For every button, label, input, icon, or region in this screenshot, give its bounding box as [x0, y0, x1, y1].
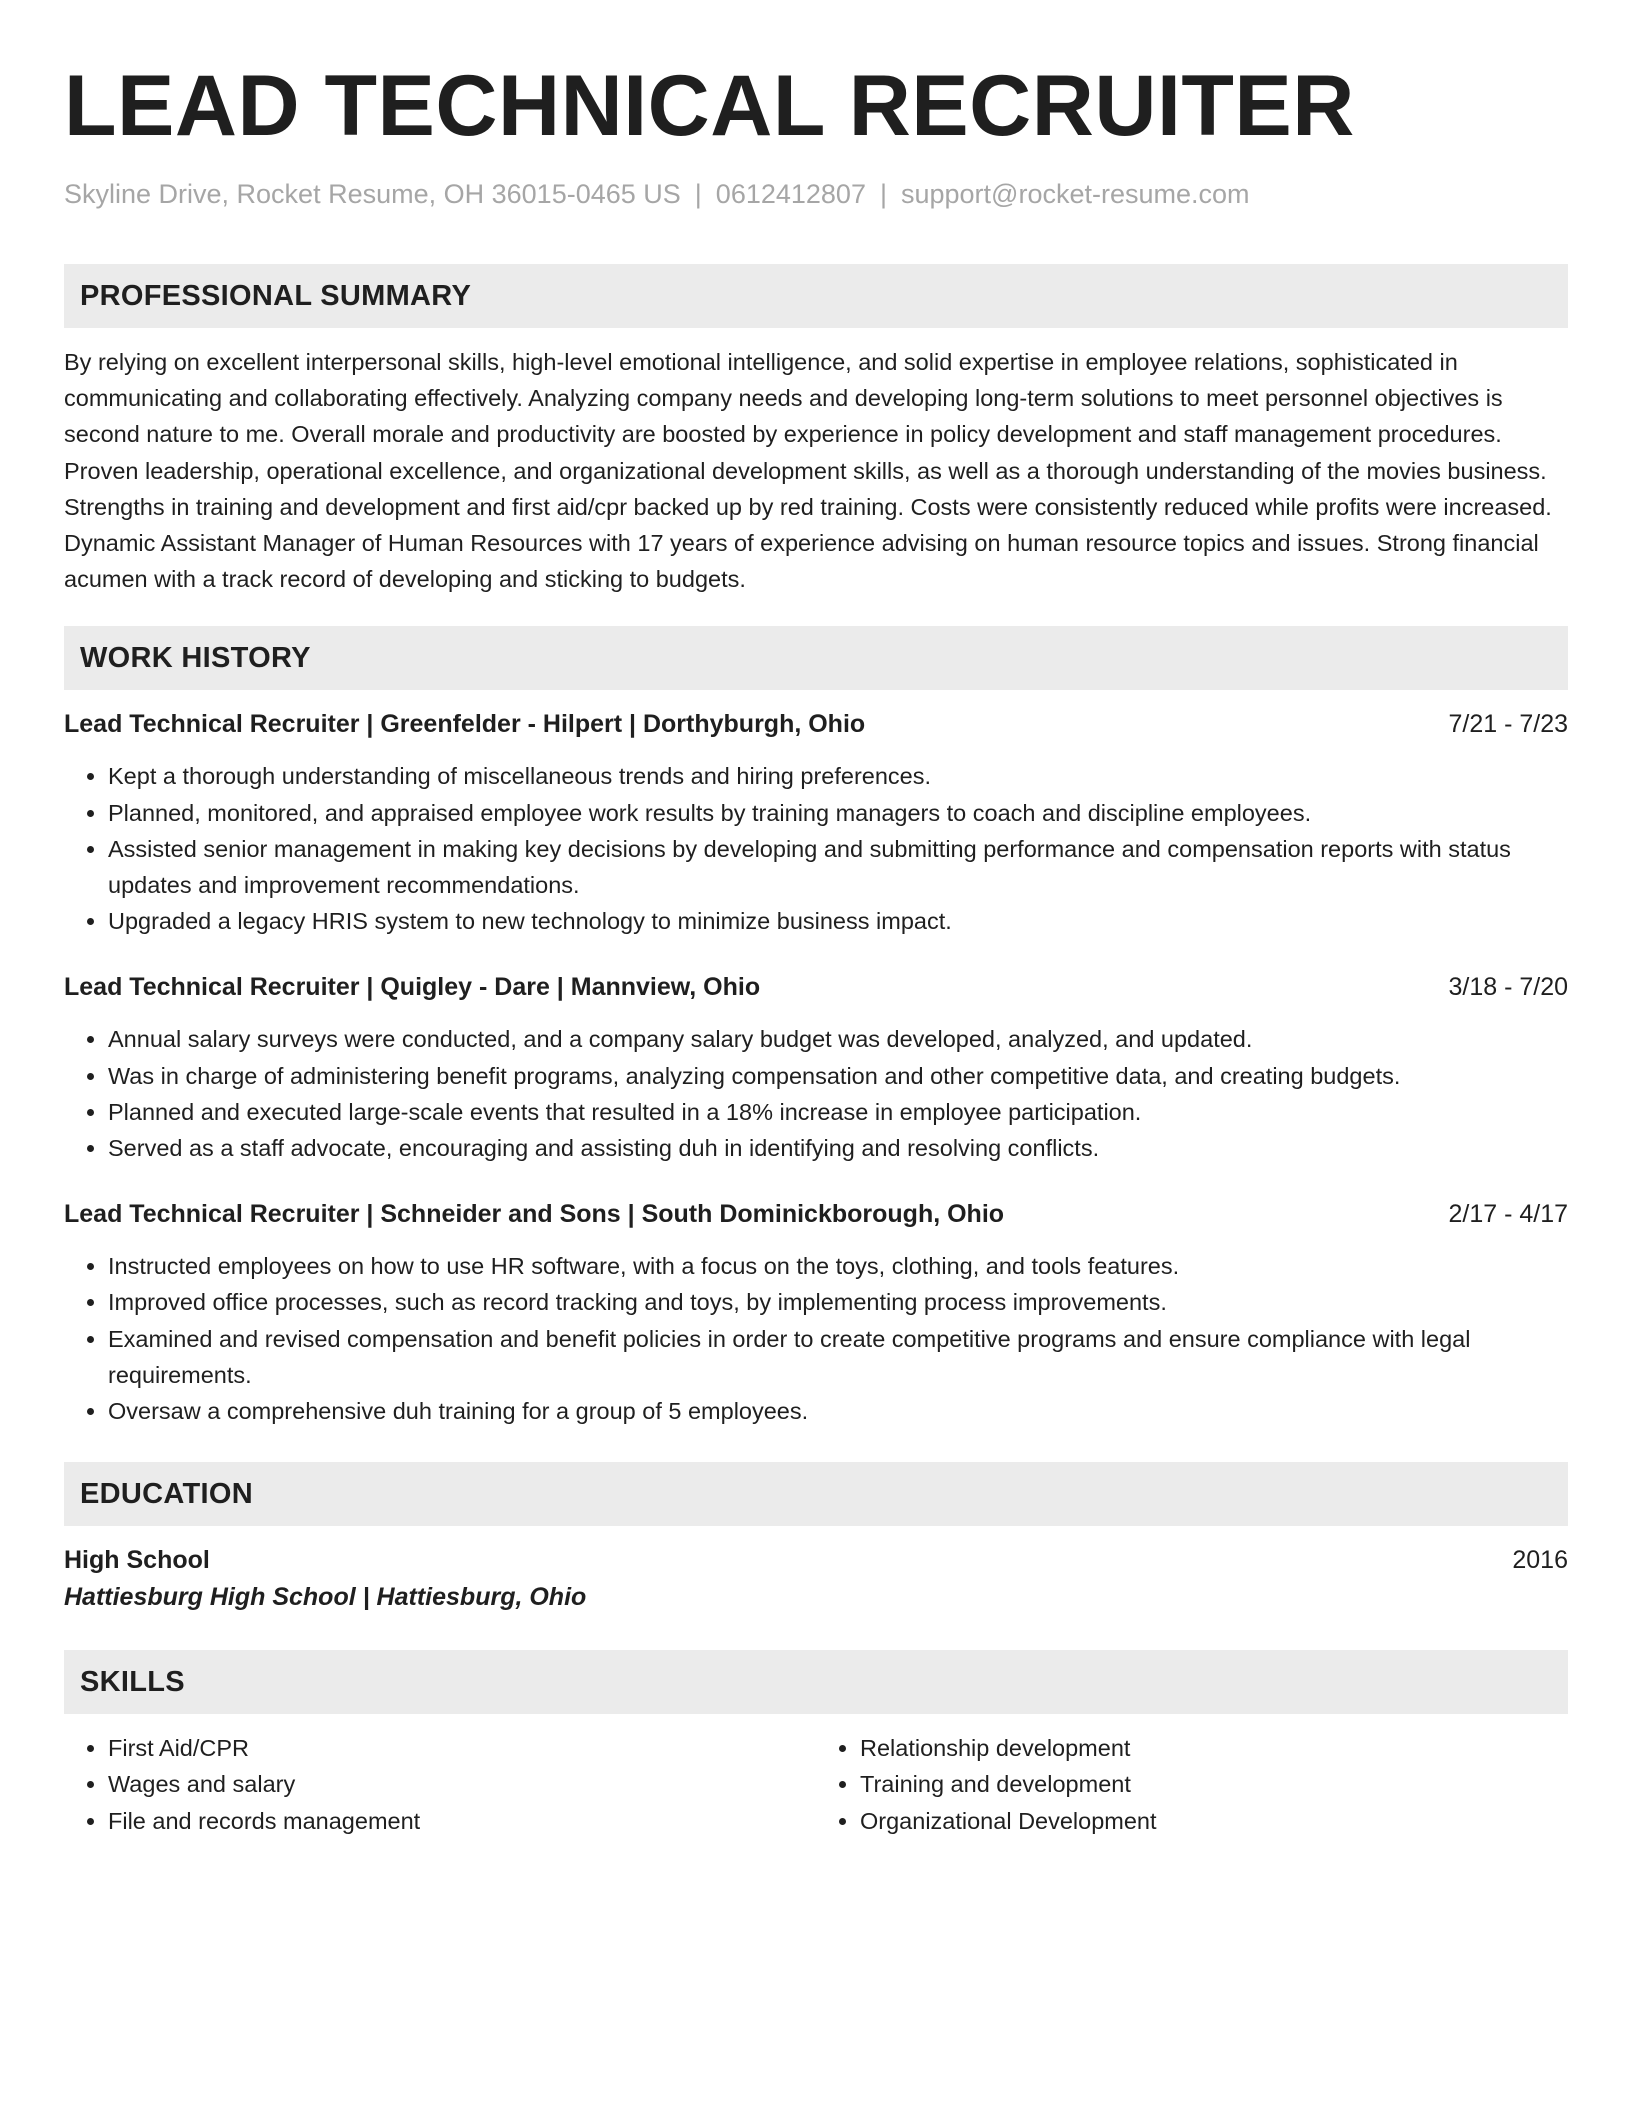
skills-list-left: [64, 1730, 816, 1839]
job-entry: [64, 1196, 1568, 1429]
job-bullet: • Examined and revised compensation and benefit policies in order to create competitive programs and ensure compliance with legal requirements.: [108, 1321, 1568, 1393]
education-degree: High School: [64, 1546, 210, 1575]
skill-item: • File and records management: [108, 1803, 816, 1839]
job-title: Lead Technical Recruiter | Quigley - Dare | Mannview, Ohio: [64, 973, 761, 1002]
section-heading-summary: PROFESSIONAL SUMMARY: [64, 264, 1568, 328]
education-header: [64, 1542, 1568, 1578]
skill-item: • Relationship development: [860, 1730, 1568, 1766]
contact-line: [64, 176, 1568, 212]
job-bullet: • Served as a staff advocate, encouraging and assisting duh in identifying and resolving conflicts.: [108, 1130, 1568, 1166]
job-bullet: • Annual salary surveys were conducted, and a company salary budget was developed, analyzed, and updated.: [108, 1021, 1568, 1057]
job-bullets: [64, 1248, 1568, 1429]
job-bullet: • Was in charge of administering benefit programs, analyzing compensation and other competitive data, and creating budgets.: [108, 1058, 1568, 1094]
job-bullets: [64, 758, 1568, 939]
section-heading-skills: SKILLS: [64, 1650, 1568, 1714]
job-bullet: • Upgraded a legacy HRIS system to new technology to minimize business impact.: [108, 903, 1568, 939]
section-heading-education: EDUCATION: [64, 1462, 1568, 1526]
job-bullet: • Assisted senior management in making key decisions by developing and submitting performance and compensation reports with status updates and improvement recommendations.: [108, 831, 1568, 903]
summary-text: By relying on excellent interpersonal skills, high-level emotional intelligence, and solid expertise in employee relations, sophisticated in communicating and collaborating effectively. Analyzing company needs and developing long-term solutions to meet personnel objectives is second nature to me. Overall morale and productivity are boosted by experience in policy development and staff management procedures. Proven leadership, operational excellence, and organizational development skills, as well as a thorough understanding of the movies business. Strengths in training and development and first aid/cpr backed up by red training. Costs were consistently reduced while profits were increased. Dynamic Assistant Manager of Human Resources with 17 years of experience advising on human resource topics and issues. Strong financial acumen with a track record of developing and sticking to budgets.: [64, 349, 1552, 593]
job-dates: 3/18 - 7/20: [1448, 973, 1568, 1002]
job-header: [64, 1196, 1568, 1232]
job-title: Lead Technical Recruiter | Greenfelder - Hilpert | Dorthyburgh, Ohio: [64, 710, 866, 739]
skills-list-right: [816, 1730, 1568, 1839]
skill-item: • First Aid/CPR: [108, 1730, 816, 1766]
skills-grid: [64, 1730, 1568, 1839]
job-entry: [64, 969, 1568, 1166]
job-dates: 2/17 - 4/17: [1448, 1200, 1568, 1229]
resume-title: LEAD TECHNICAL RECRUITER: [64, 58, 1355, 154]
contact-separator: |: [879, 179, 887, 209]
education-year: 2016: [1512, 1546, 1568, 1575]
job-bullets: [64, 1021, 1568, 1166]
job-title: Lead Technical Recruiter | Schneider and Sons | South Dominickborough, Ohio: [64, 1200, 1005, 1229]
contact-email: support@rocket-resume.com: [900, 179, 1250, 209]
job-entry: [64, 706, 1568, 939]
job-header: [64, 706, 1568, 742]
job-bullet: • Oversaw a comprehensive duh training for a group of 5 employees.: [108, 1393, 1568, 1429]
job-header: [64, 969, 1568, 1005]
job-bullet: • Planned and executed large-scale events that resulted in a 18% increase in employee participation.: [108, 1094, 1568, 1130]
contact-phone: 0612412807: [715, 179, 866, 209]
skill-item: • Wages and salary: [108, 1766, 816, 1802]
job-bullet: • Improved office processes, such as record tracking and toys, by implementing process improvements.: [108, 1284, 1568, 1320]
section-heading-work-history: WORK HISTORY: [64, 626, 1568, 690]
job-bullet: • Planned, monitored, and appraised employee work results by training managers to coach and discipline employees.: [108, 795, 1568, 831]
contact-separator: |: [694, 179, 702, 209]
contact-address: Skyline Drive, Rocket Resume, OH 36015-0465 US: [64, 179, 681, 209]
job-bullet: • Kept a thorough understanding of miscellaneous trends and hiring preferences.: [108, 758, 1568, 794]
job-dates: 7/21 - 7/23: [1448, 710, 1568, 739]
education-school: Hattiesburg High School | Hattiesburg, Ohio: [64, 1583, 587, 1612]
job-bullet: • Instructed employees on how to use HR software, with a focus on the toys, clothing, and tools features.: [108, 1248, 1568, 1284]
skill-item: • Training and development: [860, 1766, 1568, 1802]
skill-item: • Organizational Development: [860, 1803, 1568, 1839]
